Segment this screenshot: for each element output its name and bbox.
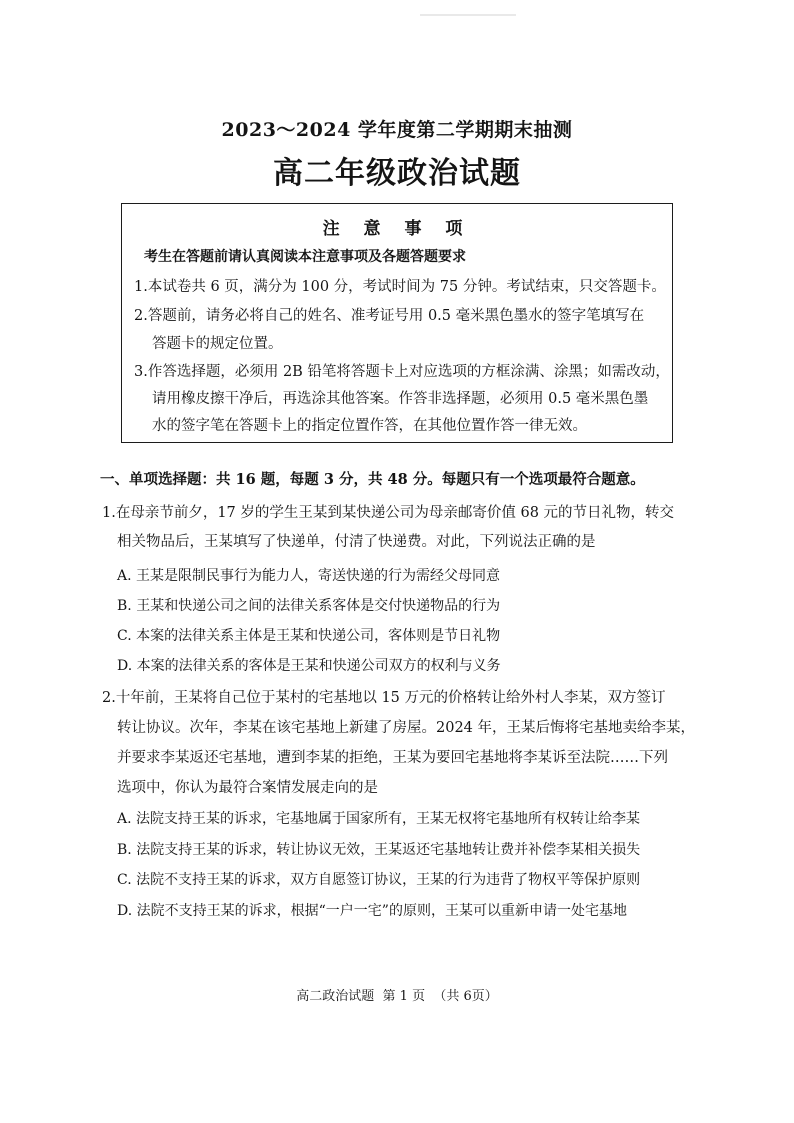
option-a: A. 王某是限制民事行为能力人，寄送快递的行为需经父母同意 <box>117 568 501 584</box>
question-stem-line: 1.在母亲节前夕，17 岁的学生王某到某快递公司为母亲邮寄价值 68 元的节日礼物，转交 <box>102 505 675 521</box>
exam-title: 高二年级政治试题 <box>273 156 521 191</box>
notice-line: 答题卡的规定位置。 <box>152 336 283 352</box>
option-b: B. 法院支持王某的诉求，转让协议无效，王某返还宅基地转让费并补偿李某相关损失 <box>117 842 641 858</box>
notice-intro: 考生在答题前请认真阅读本注意事项及各题答题要求 <box>144 249 466 265</box>
option-c: C. 本案的法律关系主体是王某和快递公司，客体则是节日礼物 <box>117 628 501 644</box>
notice-line: 水的签字笔在答题卡上的指定位置作答，在其他位置作答一律无效。 <box>152 418 587 434</box>
question-stem-line: 2.十年前，王某将自己位于某村的宅基地以 15 万元的价格转让给外村人李某，双方签订 <box>102 690 666 706</box>
option-d: D. 本案的法律关系的客体是王某和快递公司双方的权利与义务 <box>117 658 501 674</box>
notice-line: 3.作答选择题，必须用 2B 铅笔将答题卡上对应选项的方框涂满、涂黑；如需改动， <box>134 364 670 380</box>
question-stem-line: 转让协议。次年，李某在该宅基地上新建了房屋。2024 年，王某后悔将宅基地卖给李某， <box>117 720 696 736</box>
notice-heading: 注 意 事 项 <box>322 219 472 239</box>
question-stem-line: 选项中，你认为最符合案情发展走向的是 <box>117 780 378 796</box>
question-stem-line: 相关物品后，王某填写了快递单，付清了快递费。对此，下列说法正确的是 <box>117 534 596 550</box>
notice-line: 2.答题前，请务必将自己的姓名、准考证号用 0.5 毫米黑色墨水的签字笔填写在 <box>134 308 645 324</box>
question-stem-line: 并要求李某返还宅基地，遭到李某的拒绝，王某为要回宅基地将李某诉至法院……下列 <box>117 750 668 766</box>
option-c: C. 法院不支持王某的诉求，双方自愿签订协议，王某的行为违背了物权平等保护原则 <box>117 872 641 888</box>
option-d: D. 法院不支持王某的诉求，根据“一户一宅”的原则，王某可以重新申请一处宅基地 <box>117 903 627 919</box>
scan-mark <box>420 14 516 16</box>
option-a: A. 法院支持王某的诉求，宅基地属于国家所有，王某无权将宅基地所有权转让给李某 <box>117 811 641 827</box>
exam-subtitle: 2023～2024 学年度第二学期期末抽测 <box>221 119 573 141</box>
notice-box <box>121 203 673 443</box>
notice-line: 请用橡皮擦干净后，再选涂其他答案。作答非选择题，必须用 0.5 毫米黑色墨 <box>152 391 649 407</box>
page-footer: 高二政治试题 第 1 页 （共 6页） <box>296 989 498 1004</box>
section-heading: 一、单项选择题：共 16 题，每题 3 分，共 48 分。每题只有一个选项最符合题意。 <box>100 471 645 488</box>
option-b: B. 王某和快递公司之间的法律关系客体是交付快递物品的行为 <box>117 598 501 614</box>
notice-line: 1.本试卷共 6 页，满分为 100 分，考试时间为 75 分钟。考试结束，只交答题卡。 <box>134 279 666 295</box>
